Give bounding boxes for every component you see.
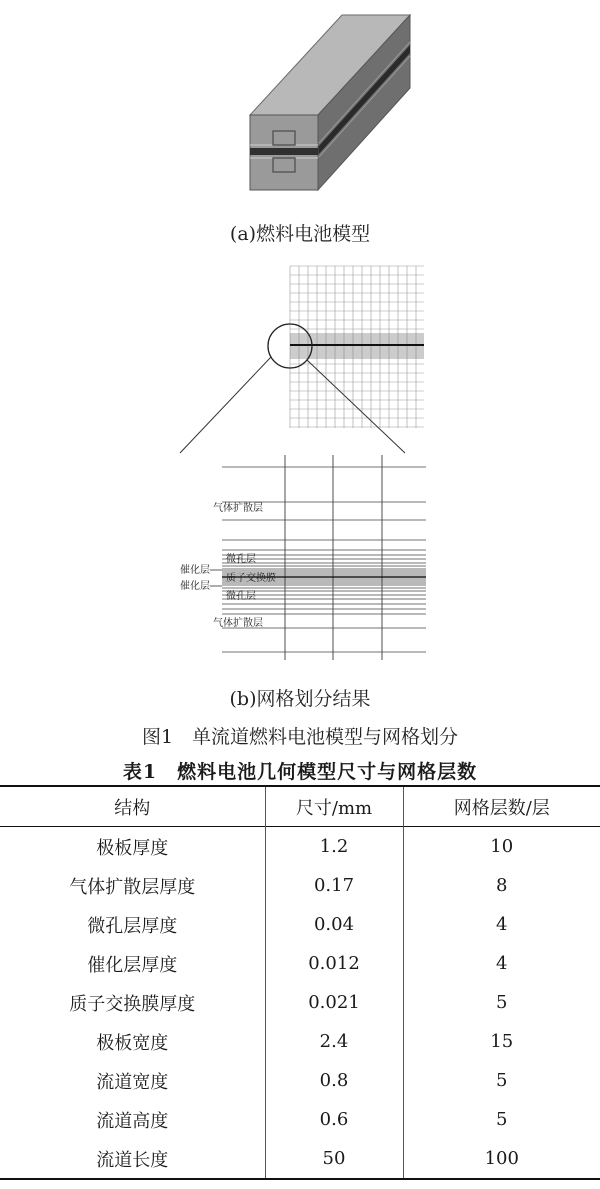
dimensions-table — [0, 785, 600, 1180]
table-row — [0, 827, 600, 867]
header-size: 尺寸/mm — [265, 786, 403, 827]
cell-structure: 极板宽度 — [0, 1022, 265, 1061]
cell-size: 0.04 — [265, 905, 403, 944]
table-row — [0, 1139, 600, 1179]
label-cl-bottom: 催化层 — [180, 581, 210, 592]
table-header-row — [0, 786, 600, 827]
coarse-mesh-grid — [290, 266, 424, 428]
table-row — [0, 983, 600, 1022]
cell-size: 50 — [265, 1139, 403, 1179]
cell-size: 0.021 — [265, 983, 403, 1022]
cell-layers: 100 — [403, 1139, 600, 1179]
cell-size: 2.4 — [265, 1022, 403, 1061]
cell-size: 0.17 — [265, 866, 403, 905]
label-mpl-top: 微孔层 — [226, 554, 256, 565]
table-row — [0, 1022, 600, 1061]
cell-structure: 气体扩散层厚度 — [0, 866, 265, 905]
label-gdl-top: 气体扩散层 — [213, 503, 263, 514]
table-row — [0, 1100, 600, 1139]
cell-structure: 极板厚度 — [0, 827, 265, 867]
cell-layers: 15 — [403, 1022, 600, 1061]
header-mesh-layers: 网格层数/层 — [403, 786, 600, 827]
cell-structure: 质子交换膜厚度 — [0, 983, 265, 1022]
label-gdl-bottom: 气体扩散层 — [213, 618, 263, 629]
panel-b-caption: (b)网格划分结果 — [229, 688, 371, 710]
cell-layers: 10 — [403, 827, 600, 867]
cell-layers: 5 — [403, 1100, 600, 1139]
table-row — [0, 944, 600, 983]
cell-structure: 流道高度 — [0, 1100, 265, 1139]
cell-layers: 4 — [403, 944, 600, 983]
table-title: 表1 燃料电池几何模型尺寸与网格层数 — [122, 761, 478, 783]
model-front-membrane — [250, 148, 318, 155]
table-row — [0, 866, 600, 905]
zoom-line-left — [180, 357, 271, 453]
zoom-line-right — [307, 360, 405, 453]
cell-layers: 5 — [403, 1061, 600, 1100]
cell-size: 1.2 — [265, 827, 403, 867]
label-cl-top: 催化层 — [180, 565, 210, 576]
figure-caption: 图1 单流道燃料电池模型与网格划分 — [141, 726, 459, 748]
label-mpl-bottom: 微孔层 — [226, 591, 256, 602]
fuel-cell-3d-model — [240, 5, 420, 200]
label-membrane: 质子交换膜 — [226, 573, 276, 584]
cell-structure: 催化层厚度 — [0, 944, 265, 983]
cell-size: 0.8 — [265, 1061, 403, 1100]
cell-size: 0.6 — [265, 1100, 403, 1139]
mesh-figure — [0, 258, 600, 660]
cell-structure: 流道宽度 — [0, 1061, 265, 1100]
header-structure: 结构 — [0, 786, 265, 827]
table-row — [0, 1061, 600, 1100]
cell-layers: 5 — [403, 983, 600, 1022]
cell-size: 0.012 — [265, 944, 403, 983]
cell-layers: 4 — [403, 905, 600, 944]
cell-structure: 微孔层厚度 — [0, 905, 265, 944]
cell-structure: 流道长度 — [0, 1139, 265, 1179]
panel-a-caption: (a)燃料电池模型 — [229, 223, 371, 245]
table-row — [0, 905, 600, 944]
cell-layers: 8 — [403, 866, 600, 905]
